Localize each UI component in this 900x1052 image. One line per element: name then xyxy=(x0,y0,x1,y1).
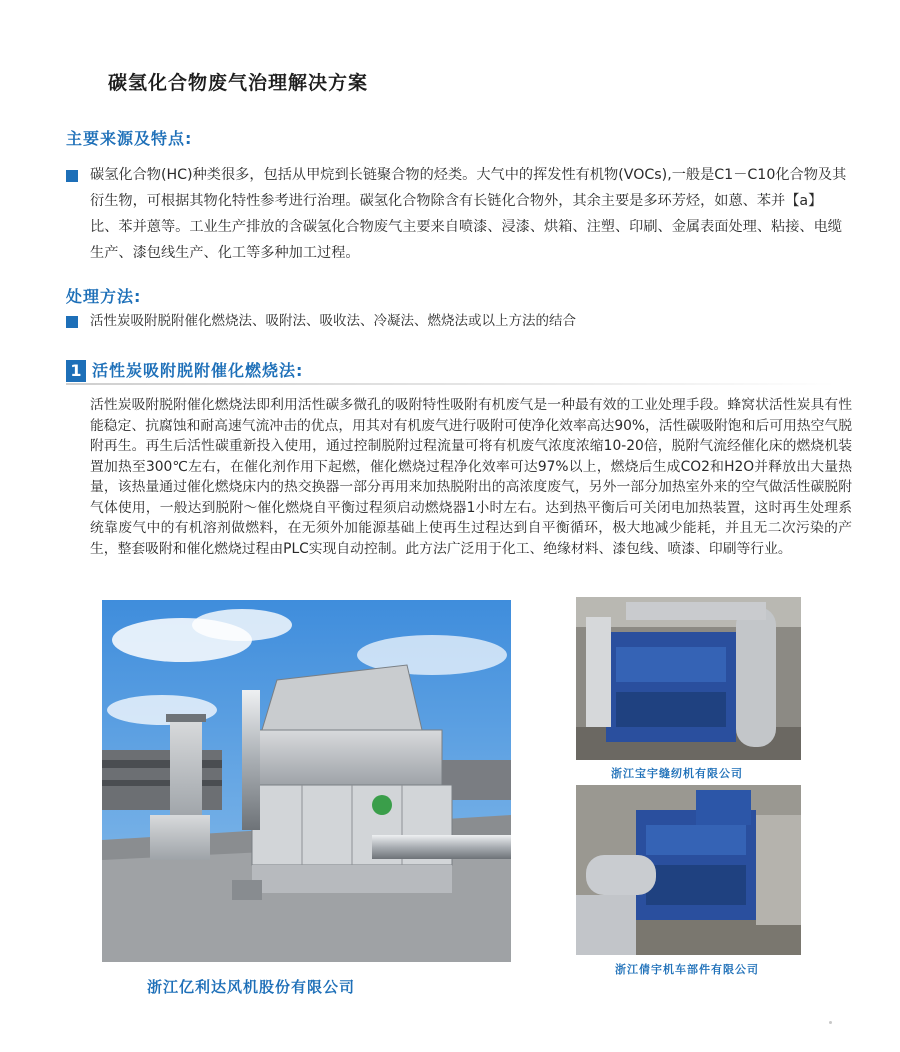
photo-caption: 浙江倩宇机车部件有限公司 xyxy=(615,963,759,976)
sources-heading: 主要来源及特点: xyxy=(66,129,193,148)
indoor-equipment-photo-2 xyxy=(576,785,801,955)
photo-caption: 浙江宝宇缝纫机有限公司 xyxy=(611,767,743,780)
bullet-square-icon xyxy=(66,316,78,328)
rooftop-equipment-photo xyxy=(102,600,511,962)
bullet-square-icon xyxy=(66,170,78,182)
methods-heading: 处理方法: xyxy=(66,287,142,306)
footer-dot xyxy=(829,1021,832,1024)
methods-paragraph: 活性炭吸附脱附催化燃烧法、吸附法、吸收法、冷凝法、燃烧法或以上方法的结合 xyxy=(90,313,576,329)
sources-paragraph: 碳氢化合物(HC)种类很多，包括从甲烷到长链聚合物的烃类。大气中的挥发性有机物(VOCs),一般是C1－C10化合物及其衍生物，可根据其物化特性参考进行治理。碳氢化合物除含有长链化合物外，其余主要是多环芳烃，如蒽、苯并【a】比、苯并蒽等。工业生产排放的含碳氢化合物废气主要来自喷漆、浸漆、烘箱、注塑、印刷、金属表面处理、粘接、电缆生产、漆包线生产、化工等多种加工过程。 xyxy=(90,167,847,261)
activated-carbon-paragraph: 活性炭吸附脱附催化燃烧法即利用活性碳多微孔的吸附特性吸附有机废气是一种最有效的工业处理手段。蜂窝状活性炭具有性能稳定、抗腐蚀和耐高速气流冲击的优点，用其对有机废气进行吸附可使净化效率高达90%，活性碳吸附饱和后可用热空气脱附再生。再生后活性碳重新投入使用，通过控制脱附过程流量可将有机废气浓度浓缩10-20倍，脱附气流经催化床的燃烧机装置加热至300℃左右，在催化剂作用下起燃，催化燃烧过程净化效率可达97%以上，燃烧后生成CO2和H2O并释放出大量热量，该热量通过催化燃烧床内的热交换器一部分再用来加热脱附出的高浓度废气，另外一部分加热室外来的空气做活性碳脱附气体使用，一般达到脱附～催化燃烧自平衡过程须启动燃烧器1小时左右。达到热平衡后可关闭电加热装置，这时再生处理系统靠废气中的有机溶剂做燃料，在无须外加能源基础上使再生过程达到自平衡循环，极大地减少能耗，并且无二次污染的产生，整套吸附和催化燃烧过程由PLC实现自动控制。此方法广泛用于化工、绝缘材料、漆包线、喷漆、印刷等行业。 xyxy=(90,397,852,557)
page-title: 碳氢化合物废气治理解决方案 xyxy=(108,72,369,94)
section-number-badge: 1 xyxy=(66,360,86,382)
heading-underline-bar xyxy=(66,383,836,385)
indoor-equipment-photo-1 xyxy=(576,597,801,760)
activated-carbon-heading: 活性炭吸附脱附催化燃烧法: xyxy=(92,361,304,380)
main-photo-caption: 浙江亿利达风机股份有限公司 xyxy=(147,978,356,996)
